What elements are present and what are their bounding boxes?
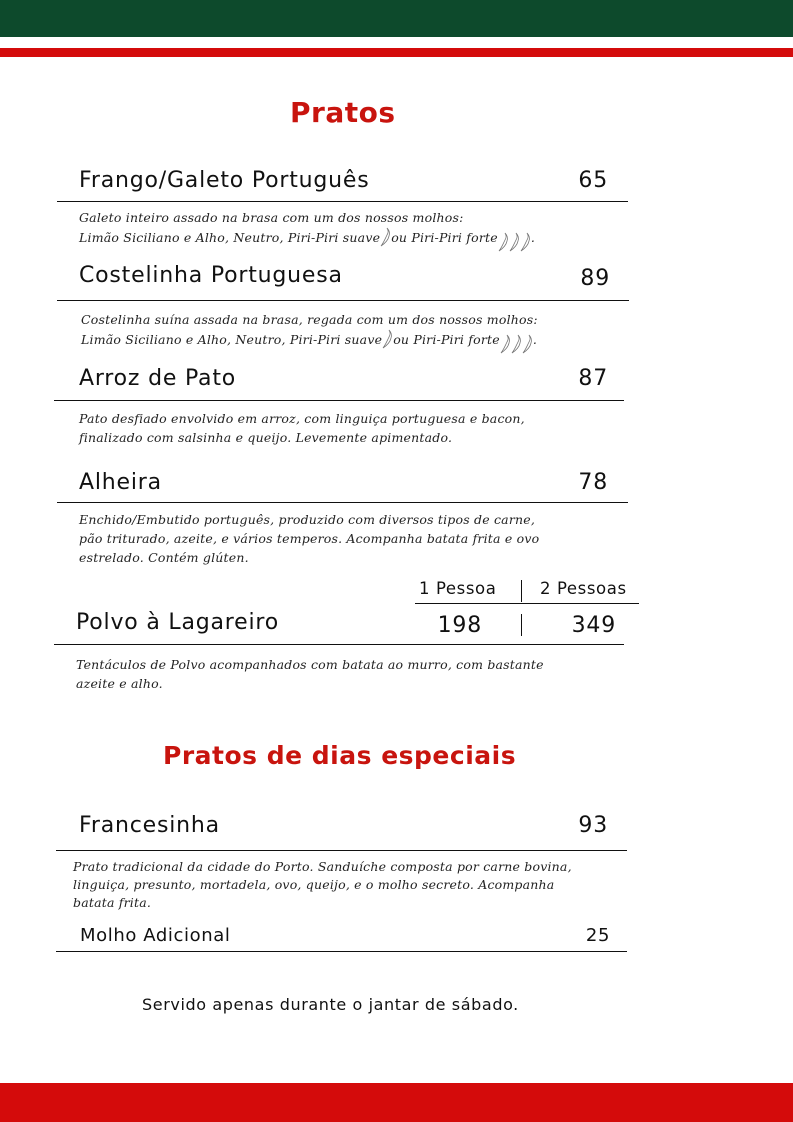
divider [56,951,627,952]
desc-line: linguiça, presunto, mortadela, ovo, queijo, e o molho secreto. Acompanha [73,877,555,892]
section-title-pratos: Pratos [290,96,396,129]
column-separator [521,580,522,602]
bottom-red-band [0,1083,793,1122]
dish-description [73,858,628,912]
desc-text: Limão Siciliano e Alho, Neutro, Piri-Piri suave [79,230,381,245]
column-header-1-person: 1 Pessoa [419,579,497,598]
divider [54,400,624,401]
desc-line: Tentáculos de Polvo acompanhados com batata ao murro, com bastante [76,657,544,672]
dish-price: 87 [578,366,608,391]
chili-pepper-icon-group [500,334,533,354]
desc-text: . [532,332,538,347]
dish-description [81,310,621,354]
dish-price: 78 [578,470,608,495]
divider [57,201,628,202]
chili-pepper-icon [500,334,511,354]
desc-line [79,227,619,252]
chili-pepper-icon [382,329,393,349]
desc-line: Enchido/Embutido português, produzido com diversos tipos de carne, [79,512,536,527]
dish-name: Arroz de Pato [79,366,237,391]
desc-line: Costelinha suína assada na brasa, regada com um dos nossos molhos: [81,312,538,327]
dish-price: 65 [578,168,608,193]
chili-pepper-icon [498,232,509,252]
divider [57,502,628,503]
desc-line [81,329,621,354]
dish-name: Alheira [79,470,162,495]
desc-text: . [530,230,536,245]
chili-pepper-icon-group [498,232,531,252]
column-separator [521,614,522,636]
top-green-band [0,0,793,37]
divider [57,300,629,301]
desc-line: pão triturado, azeite, e vários temperos. Acompanha batata frita e ovo [79,531,540,546]
section-title-especiais: Pratos de dias especiais [163,741,517,770]
chili-pepper-icon [520,232,531,252]
availability-note: Servido apenas durante o jantar de sábado. [142,995,519,1014]
extra-item-name: Molho Adicional [80,925,231,946]
desc-text: ou Piri-Piri forte [393,332,500,347]
desc-line: Pato desfiado envolvido em arroz, com linguiça portuguesa e bacon, [79,411,525,426]
chili-pepper-icon [522,334,533,354]
desc-line: batata frita. [73,895,152,910]
dish-name: Francesinha [79,813,220,838]
dish-description [76,655,616,693]
divider [54,644,624,645]
divider [56,850,627,851]
desc-line: azeite e alho. [76,676,163,691]
dish-price-1-person: 198 [437,613,482,638]
desc-line: estrelado. Contém glúten. [79,550,249,565]
top-red-band [0,48,793,57]
chili-pepper-icon [380,227,391,247]
desc-text: Limão Siciliano e Alho, Neutro, Piri-Piri suave [81,332,383,347]
column-header-divider [415,603,639,604]
dish-description [79,510,619,567]
dish-description [79,409,619,447]
desc-line: Prato tradicional da cidade do Porto. Sanduíche composta por carne bovina, [73,859,572,874]
chili-pepper-icon [511,334,522,354]
dish-name: Costelinha Portuguesa [79,263,343,288]
dish-description [79,208,619,252]
extra-item-price: 25 [585,925,610,946]
dish-price-2-persons: 349 [571,613,616,638]
dish-name: Polvo à Lagareiro [76,610,280,635]
chili-pepper-icon [509,232,520,252]
dish-price: 89 [580,266,610,291]
dish-name: Frango/Galeto Português [79,168,370,193]
desc-line: Galeto inteiro assado na brasa com um dos nossos molhos: [79,210,464,225]
desc-line: finalizado com salsinha e queijo. Levemente apimentado. [79,430,453,445]
dish-price: 93 [578,813,608,838]
column-header-2-persons: 2 Pessoas [540,579,627,598]
desc-text: ou Piri-Piri forte [391,230,498,245]
